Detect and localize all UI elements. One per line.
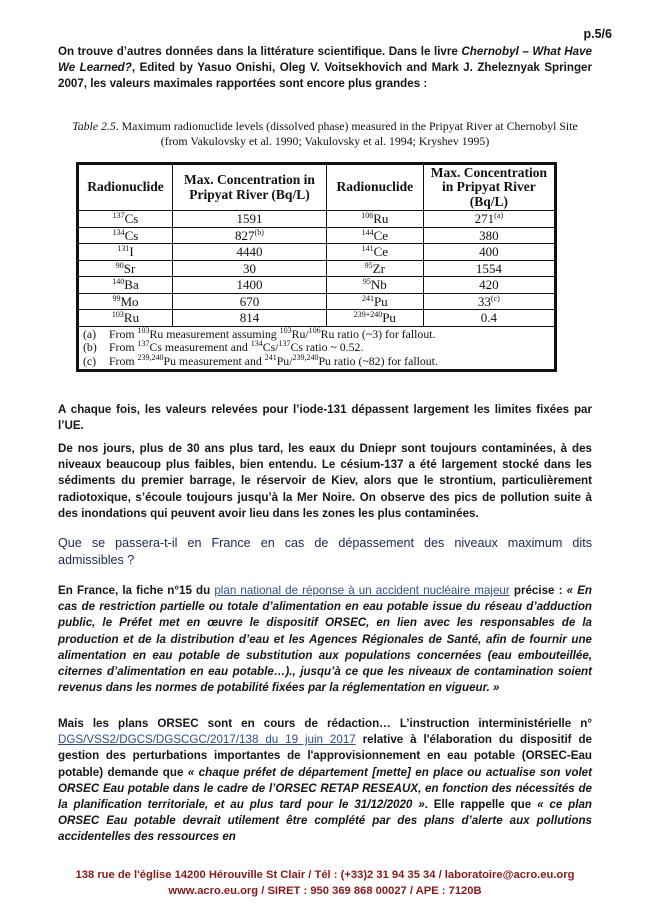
radionuclide-cell xyxy=(326,277,423,294)
mass-number: 106 xyxy=(361,211,374,221)
concentration-value: 670 xyxy=(239,293,260,309)
book-title: Chernobyl – What Have We Learned? xyxy=(58,45,592,75)
concentration-value: 271 xyxy=(474,211,495,227)
mass-number: 103 xyxy=(111,310,124,320)
mass-number: 95 xyxy=(364,260,373,270)
footnote-fragment: Pu/ xyxy=(276,353,293,368)
footer-address: 138 rue de l'église 14200 Hérouville St Clair / Tél : (+33)2 31 94 35 34 / laboratoire@acro.eu.org xyxy=(75,869,575,881)
mass-number: 134 xyxy=(250,339,263,348)
element-symbol: I xyxy=(129,244,134,260)
element-symbol: Nb xyxy=(370,277,387,293)
element-symbol: Mo xyxy=(120,293,139,309)
footnote-fragment: Cs ratio ~ 0.52. xyxy=(290,340,364,354)
concentration-cell xyxy=(423,211,555,228)
intro-text: On trouve d’autres données dans la littérature scientifique. Dans le livre xyxy=(58,45,462,58)
footnote-fragment: From xyxy=(109,340,138,354)
footnote-text xyxy=(109,325,436,342)
footnote-fragment: Pu measurement and xyxy=(163,353,265,368)
orsec-middle: relative à l'élaboration du dispositif de gestion des perturbations importantes de l'approvisionnement en eau potable (ORSEC-Eau potable) demande que xyxy=(58,733,592,779)
table-caption-label: Table 2.5 xyxy=(72,119,116,133)
concentration-value: 0.4 xyxy=(480,310,497,326)
element-symbol: Ba xyxy=(124,277,139,293)
concentration-value: 827 xyxy=(235,227,255,243)
concentration-value: 4440 xyxy=(236,244,263,260)
iodine-paragraph: A chaque fois, les valeurs relevées pour l’iode-131 dépassent largement les limites fixées par l’UE. xyxy=(58,403,592,433)
footnote-label: (a) xyxy=(83,326,97,341)
element-symbol: Ru xyxy=(373,211,389,227)
footnote-text xyxy=(109,352,438,369)
radionuclide-cell xyxy=(78,211,173,228)
table-footnote xyxy=(83,325,550,342)
mass-number: 134 xyxy=(112,227,125,237)
header-radionuclide-1: Radionuclide xyxy=(78,164,173,211)
footnote-fragment: Cs/ xyxy=(262,340,279,354)
radionuclide-cell xyxy=(326,227,423,244)
concentration-value: 420 xyxy=(479,277,499,293)
mass-number: 140 xyxy=(112,277,125,287)
concentration-cell xyxy=(423,227,555,244)
orsec-quote-1: « chaque préfet de département [mette] en place ou actualise son volet ORSEC Eau potable dans le cadre de l’ORSEC RETAP RESEAUX, en fonction des nécessités de la planification territoriale, et au plus tard pour le 31/12/2020 » xyxy=(58,765,592,812)
france-paragraph xyxy=(58,583,592,696)
footnote-fragment: Ru measurement assuming xyxy=(149,326,280,341)
element-symbol: Ru xyxy=(123,310,140,326)
table-caption-text: . Maximum radionuclide levels (dissolved phase) measured in the Pripyat River at Chernobyl Site (from Vakulovsky et al. 1990; Vakulovsky et al. 1994; Kryshev 1995) xyxy=(115,119,578,148)
radionuclide-cell xyxy=(326,293,423,310)
mass-number: 141 xyxy=(361,244,374,254)
element-symbol: Pu xyxy=(382,310,396,326)
element-symbol: Ce xyxy=(373,244,389,260)
concentration-cell xyxy=(173,310,327,327)
concentration-value: 33 xyxy=(477,293,491,309)
footnote-label: (b) xyxy=(83,340,97,354)
instruction-link[interactable]: DGS/VSS2/DGCS/DGSCGC/2017/138 du 19 juin 2017 xyxy=(58,733,356,747)
table-notes-row xyxy=(78,326,556,371)
radionuclide-cell xyxy=(78,227,173,244)
footnote-fragment: Pu ratio (~82) for fallout. xyxy=(318,353,438,368)
footnote-fragment: From xyxy=(109,353,138,368)
footnote-mark: (c) xyxy=(490,293,500,303)
radionuclide-cell xyxy=(78,277,173,294)
footnote-label: (c) xyxy=(83,353,97,368)
france-text-after: précise : xyxy=(509,584,567,597)
concentration-cell xyxy=(173,211,327,228)
header-concentration-1: Max. Concentration in Pripyat River (Bq/L) xyxy=(173,164,327,211)
header-radionuclide-2: Radionuclide xyxy=(326,164,423,211)
concentration-cell xyxy=(423,277,555,294)
footnote-fragment: Cs measurement and xyxy=(149,340,251,354)
table-row xyxy=(78,260,556,277)
mass-number: 137 xyxy=(278,339,291,348)
france-quote: « En cas de restriction partielle ou totale d’alimentation en eau potable issue du réseau d’adduction public, le Préfet met en œuvre le dispositif ORSEC, en lien avec les responsables de la production et de la distribution d’eau et les Agences Régionales de Santé, afin de fournir une alimentation en eau potable de substitution aux populations concernées (eau embouteillée, citernes d’alimentation en eau potable…)., jusqu’à ce que les niveaux de contamination soient revenus dans les normes de potabilité fixées par la réglementation en vigueur. » xyxy=(58,584,593,695)
mass-number: 103 xyxy=(137,325,150,335)
radionuclide-cell xyxy=(326,211,423,228)
radionuclide-cell xyxy=(78,260,173,277)
element-symbol: Ce xyxy=(373,227,389,243)
footnote-fragment: Ru/ xyxy=(291,326,309,341)
table-notes xyxy=(78,326,556,371)
mass-number: 239,240 xyxy=(292,352,319,362)
footnote-mark: (b) xyxy=(254,227,264,237)
table-row xyxy=(78,244,556,261)
footnote-mark: (a) xyxy=(494,211,504,221)
orsec-between: . Elle rappelle que xyxy=(424,798,538,812)
plan-national-link[interactable]: plan national de réponse à un accident nucléaire majeur xyxy=(214,584,510,597)
concentration-value: 30 xyxy=(242,260,256,276)
mass-number: 239+240 xyxy=(353,310,383,320)
element-symbol: Sr xyxy=(123,260,136,276)
footnote-fragment: Ru ratio (~3) for fallout. xyxy=(320,326,436,341)
orsec-intro: Mais les plans ORSEC sont en cours de rédaction… L’instruction interministérielle n° xyxy=(58,717,592,730)
mass-number: 137 xyxy=(112,211,125,221)
section-heading xyxy=(58,535,592,569)
element-symbol: Cs xyxy=(124,211,139,227)
orsec-paragraph xyxy=(58,716,592,846)
concentration-value: 1591 xyxy=(236,211,263,227)
mass-number: 241 xyxy=(361,293,374,303)
radionuclide-table xyxy=(76,162,557,372)
concentration-value: 1400 xyxy=(236,277,263,293)
concentration-value: 1554 xyxy=(475,260,502,276)
radionuclide-cell xyxy=(78,293,173,310)
radionuclide-cell xyxy=(326,310,423,327)
intro-text-after: , Edited by Yasuo Onishi, Oleg V. Voitsekhovich and Mark J. Zheleznyak Springer 2007, les valeurs maximales rapportées sont encore plus grandes : xyxy=(58,61,592,91)
mass-number: 99 xyxy=(112,293,121,303)
radionuclide-cell xyxy=(78,244,173,261)
radionuclide-cell xyxy=(326,260,423,277)
mass-number: 137 xyxy=(137,339,150,348)
table-footnote xyxy=(83,352,550,369)
radionuclide-cell xyxy=(78,310,173,327)
section-heading-last: admissibles ? xyxy=(58,553,135,567)
concentration-cell xyxy=(423,293,555,310)
mass-number: 95 xyxy=(362,277,371,287)
element-symbol: Cs xyxy=(124,227,139,243)
mass-number: 131 xyxy=(117,244,130,254)
table-row xyxy=(78,227,556,244)
mass-number: 241 xyxy=(264,352,277,362)
concentration-value: 400 xyxy=(479,244,499,260)
table-caption xyxy=(70,119,580,148)
concentration-cell xyxy=(173,277,327,294)
concentration-cell xyxy=(173,227,327,244)
section-heading-line: Que se passera-t-il en France en cas de dépassement des niveaux maximum dits xyxy=(58,536,592,550)
mass-number: 239,240 xyxy=(137,352,164,362)
table-row xyxy=(78,277,556,294)
radionuclide-cell xyxy=(326,244,423,261)
intro-paragraph xyxy=(58,44,592,93)
table-header-row xyxy=(78,164,556,211)
concentration-cell xyxy=(423,310,555,327)
concentration-cell xyxy=(173,244,327,261)
mass-number: 106 xyxy=(308,325,321,335)
table-row xyxy=(78,310,556,327)
concentration-cell xyxy=(173,260,327,277)
table-row xyxy=(78,293,556,310)
table-row xyxy=(78,211,556,228)
concentration-value: 814 xyxy=(239,310,260,326)
concentration-cell xyxy=(423,260,555,277)
mass-number: 103 xyxy=(279,325,292,335)
footer xyxy=(0,867,650,899)
orsec-quote-2: « ce plan ORSEC Eau potable devrait utilement être complété par des plans d’alerte aux pollutions accidentelles des ressources en xyxy=(58,798,593,844)
dniepr-paragraph: De nos jours, plus de 30 ans plus tard, les eaux du Dniepr sont toujours contaminées, à des niveaux beaucoup plus faibles, bien entendu. Le césium-137 a été largement stocké dans les sédiments du premier barrage, le réservoir de Kiev, alors que le strontium, particulièrement radiotoxique, s’écoule toujours jusqu’à la Mer Noire. On observe des pics de pollution suite à des inondations qui peuvent avoir lieu dans les zones les plus contaminées. xyxy=(58,442,592,520)
mass-number: 90 xyxy=(115,260,124,270)
concentration-value: 380 xyxy=(479,227,499,243)
france-text: En France, la fiche n°15 du xyxy=(58,584,215,597)
concentration-cell xyxy=(423,244,555,261)
element-symbol: Pu xyxy=(373,293,388,309)
concentration-cell xyxy=(173,293,327,310)
mass-number: 144 xyxy=(361,227,374,237)
footnote-fragment: From xyxy=(109,326,138,341)
element-symbol: Zr xyxy=(372,260,385,276)
footer-registration: www.acro.eu.org / SIRET : 950 369 868 00027 / APE : 7120B xyxy=(168,885,482,897)
page-number: p.5/6 xyxy=(583,27,612,41)
header-concentration-2: Max. Concentration in Pripyat River (Bq/L) xyxy=(423,164,555,211)
